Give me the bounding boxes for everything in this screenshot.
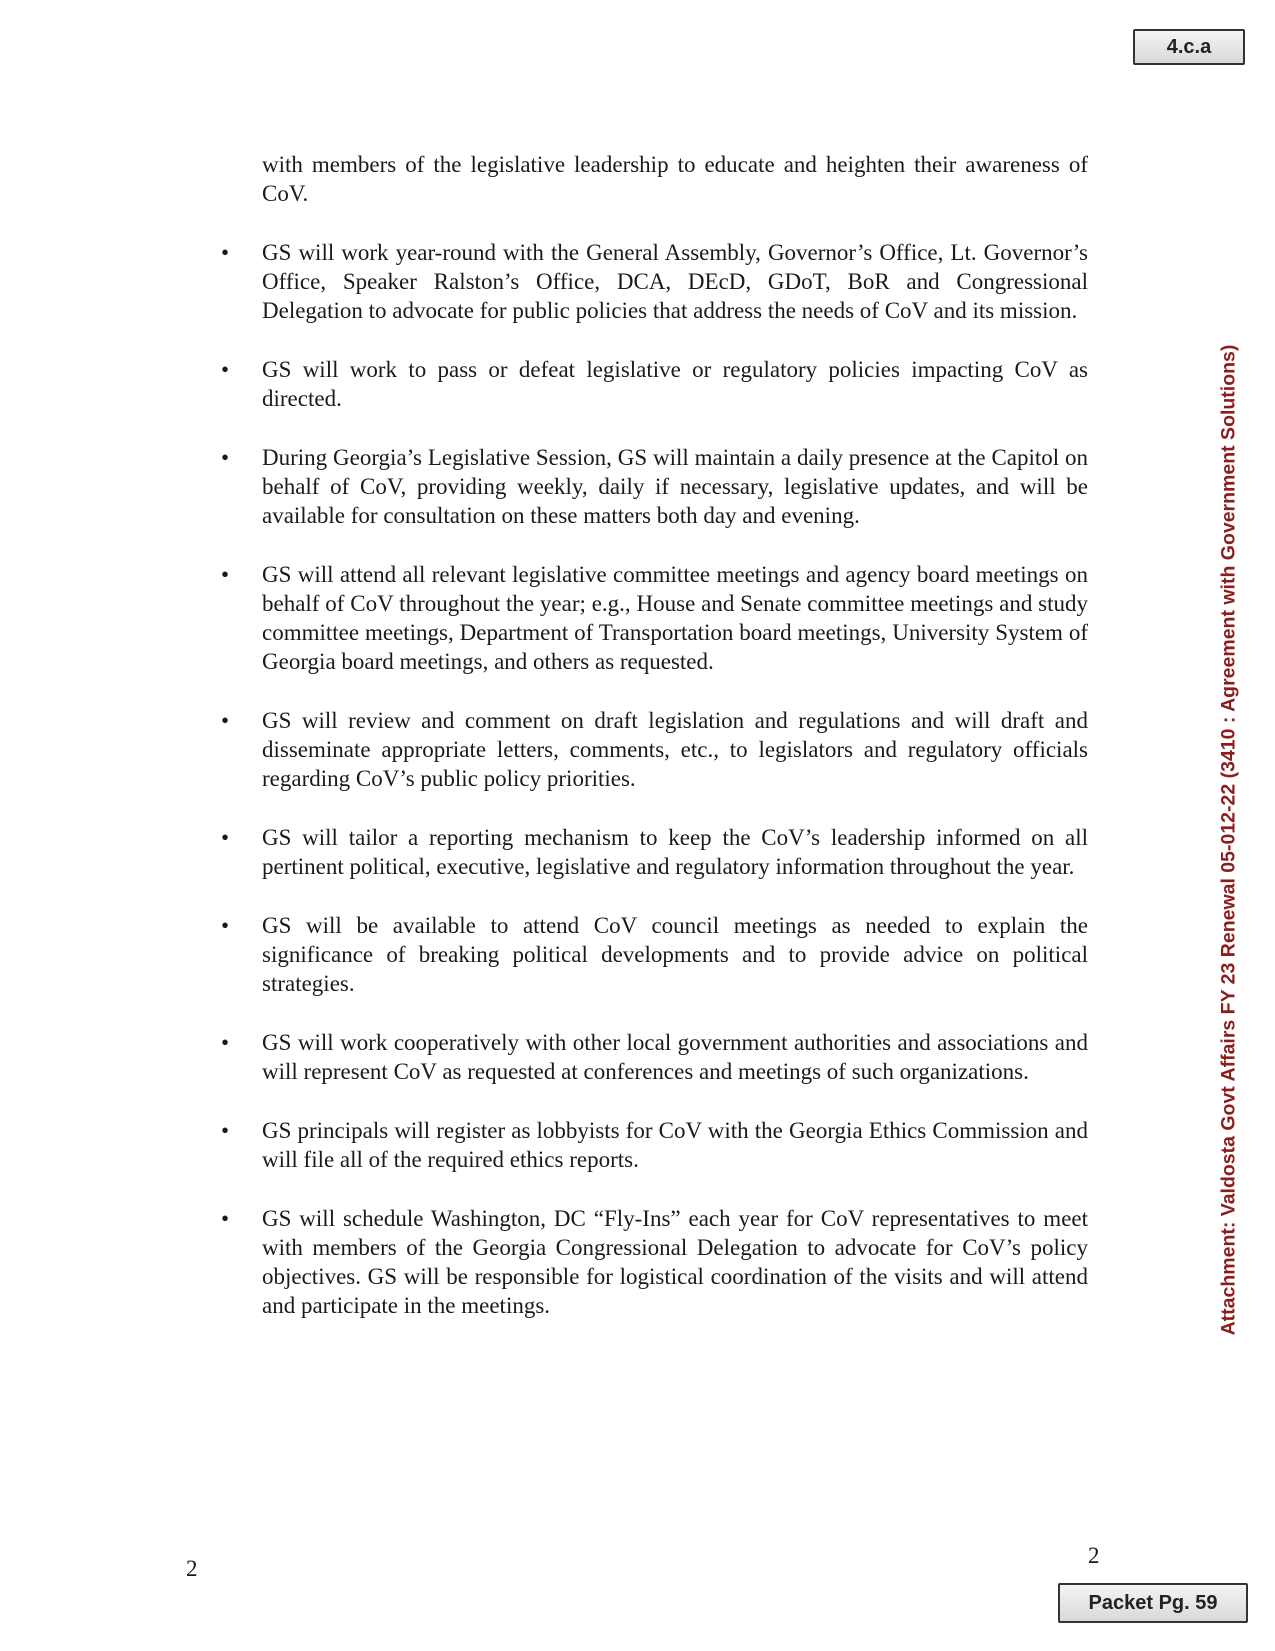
bullet-text: GS will work year-round with the General Assembly, Governor’s Office, Lt. Governor’s Office, Speaker Ralston’s Office, DCA, DEcD, GDoT, BoR and Congressional Delegation to advocate for public policies that address the needs of CoV and its mission.: [262, 240, 1088, 323]
bullet-item: [221, 911, 1088, 998]
document-body: [221, 150, 1088, 1350]
bullet-text: GS will review and comment on draft legislation and regulations and will draft and disseminate appropriate letters, comments, etc., to legislators and regulatory officials regarding CoV’s public policy priorities.: [262, 708, 1088, 791]
agenda-item-tag: 4.c.a: [1133, 29, 1245, 65]
bullet-icon: •: [221, 1118, 230, 1143]
bullet-icon: •: [221, 708, 230, 733]
bullet-text: GS will schedule Washington, DC “Fly-Ins” each year for CoV representatives to meet with members of the Georgia Congressional Delegation to advocate for CoV’s policy objectives. GS will be responsible for logistical coordination of the visits and will attend and participate in the meetings.: [262, 1206, 1088, 1318]
page-number-left: 2: [186, 1556, 198, 1581]
bullet-icon: •: [221, 825, 230, 850]
bullet-item: [221, 1116, 1088, 1174]
page-number-right: 2: [1088, 1543, 1100, 1568]
bullet-text: GS will attend all relevant legislative committee meetings and agency board meetings on behalf of CoV throughout the year; e.g., House and Senate committee meetings and study committee meetings, Department of Transportation board meetings, University System of Georgia board meetings, and others as requested.: [262, 562, 1088, 674]
bullet-text: GS principals will register as lobbyists for CoV with the Georgia Ethics Commission and will file all of the required ethics reports.: [262, 1118, 1088, 1172]
bullet-icon: •: [221, 1206, 230, 1231]
bullet-icon: •: [221, 562, 230, 587]
bullet-item: [221, 238, 1088, 325]
bullet-icon: •: [221, 445, 230, 470]
bullet-item: [221, 823, 1088, 881]
bullet-item: [221, 355, 1088, 413]
bullet-icon: •: [221, 240, 230, 265]
bullet-item: [221, 1204, 1088, 1320]
bullet-item: [221, 706, 1088, 793]
bullet-item: [221, 560, 1088, 676]
bullet-text: GS will work cooperatively with other local government authorities and associations and will represent CoV as requested at conferences and meetings of such organizations.: [262, 1030, 1088, 1084]
bullet-icon: •: [221, 357, 230, 382]
bullet-text: GS will tailor a reporting mechanism to keep the CoV’s leadership informed on all pertinent political, executive, legislative and regulatory information throughout the year.: [262, 825, 1088, 879]
packet-page-label: Packet Pg. 59: [1058, 1583, 1248, 1623]
bullet-item: [221, 443, 1088, 530]
bullet-icon: •: [221, 1030, 230, 1055]
bullet-text: During Georgia’s Legislative Session, GS will maintain a daily presence at the Capitol on behalf of CoV, providing weekly, daily if necessary, legislative updates, and will be available for consultation on these matters both day and evening.: [262, 445, 1088, 528]
bullet-icon: •: [221, 913, 230, 938]
bullet-item: [221, 1028, 1088, 1086]
bullet-text: GS will work to pass or defeat legislative or regulatory policies impacting CoV as directed.: [262, 357, 1088, 411]
attachment-side-note: Attachment: Valdosta Govt Affairs FY 23 Renewal 05-012-22 (3410 : Agreement with Government Solutions): [1217, 344, 1240, 1336]
bullet-text: GS will be available to attend CoV council meetings as needed to explain the significance of breaking political developments and to provide advice on political strategies.: [262, 913, 1088, 996]
services-bullet-list: [221, 238, 1088, 1320]
intro-paragraph: with members of the legislative leadership to educate and heighten their awareness of CoV.: [262, 152, 1088, 206]
